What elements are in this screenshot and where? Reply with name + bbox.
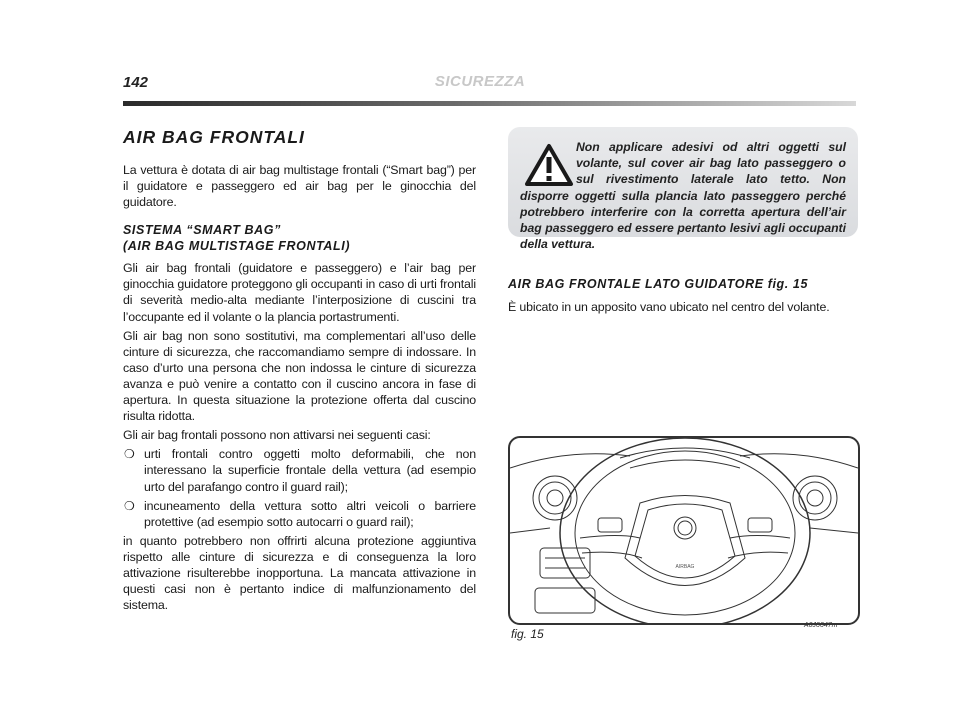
paragraph-3: Gli air bag frontali possono non attivarsi nei seguenti casi: xyxy=(123,428,431,443)
section-heading: AIR BAG FRONTALE LATO GUIDATORE fig. 15 xyxy=(508,277,809,291)
left-column xyxy=(123,127,476,616)
paragraph-4: in quanto potrebbero non offrirti alcuna protezione aggiuntiva rispetto alle cinture di sicurezza e di conseguenza la loro attivazione risulterebbe inopportuna. La mancata attivazione in questi casi non è pertanto indice di malfunzionamento del sistema. xyxy=(123,533,476,613)
main-heading: AIR BAG FRONTALI xyxy=(123,127,305,147)
list-item-text: urti frontali contro oggetti molto deformabili, che non interessano la superficie frontale della vettura (ad esempio urto del parafango contro il guard rail); xyxy=(144,447,476,494)
header-rule xyxy=(123,101,856,106)
steering-wheel-illustration xyxy=(510,438,858,623)
section-title: SICUREZZA xyxy=(434,73,526,90)
bullet-circle-icon: ❍ xyxy=(124,447,135,462)
intro-paragraph: La vettura è dotata di air bag multistage frontali (“Smart bag”) per il guidatore e passeggero ed air bag per le ginocchia del guidatore. xyxy=(123,163,476,210)
right-column xyxy=(508,127,858,318)
paragraph-1: Gli air bag frontali (guidatore e passeggero) e l’air bag per ginocchia guidatore proteggono gli occupanti in caso di urti frontali di severità medio-alta mediante l’interposizione di cuscini tra l’occupante ed il volante o la plancia portastrumenti. xyxy=(123,261,476,324)
section-text: È ubicato in un apposito vano ubicato nel centro del volante. xyxy=(508,300,830,314)
warning-box xyxy=(508,127,858,252)
sub-heading xyxy=(123,222,476,254)
paragraph-2: Gli air bag non sono sostitutivi, ma complementari all’uso delle cinture di sicurezza, che raccomandiamo sempre di indossare. In caso d’urto una persona che non indossa le cinture di sicurezza avanza e può venire a contatto con il cuscino ancora in fase di apertura. In questa situazione la protezione offerta dal cuscino risulta ridotta. xyxy=(123,328,476,424)
warning-text: Non applicare adesivi od altri oggetti sul volante, sul cover air bag lato passeggero o sul rivestimento laterale lato tetto. Non disporre oggetti sulla plancia lato passeggero perché potrebbero interferire con la corretta apertura dell’air bag passeggero ed essere pertanto lesivi agli occupanti della vettura. xyxy=(520,140,846,252)
list-item-text: incuneamento della vettura sotto altri veicoli o barriere protettive (ad esempio sotto autocarri o guard rail); xyxy=(144,498,476,529)
sub-heading-line1: SISTEMA “SMART BAG” xyxy=(123,223,281,238)
list-item xyxy=(123,498,476,533)
warning-triangle-icon xyxy=(524,143,574,187)
sub-heading-line2: (AIR BAG MULTISTAGE FRONTALI) xyxy=(123,239,351,254)
figure-label: fig. 15 xyxy=(511,627,544,641)
figure-steering-wheel xyxy=(508,436,860,625)
figure-code: A0J0047m xyxy=(804,622,838,629)
airbag-mark: AIRBAG xyxy=(675,564,695,570)
list-item xyxy=(123,446,476,497)
page-number: 142 xyxy=(123,74,149,91)
bullet-circle-icon: ❍ xyxy=(124,498,135,513)
